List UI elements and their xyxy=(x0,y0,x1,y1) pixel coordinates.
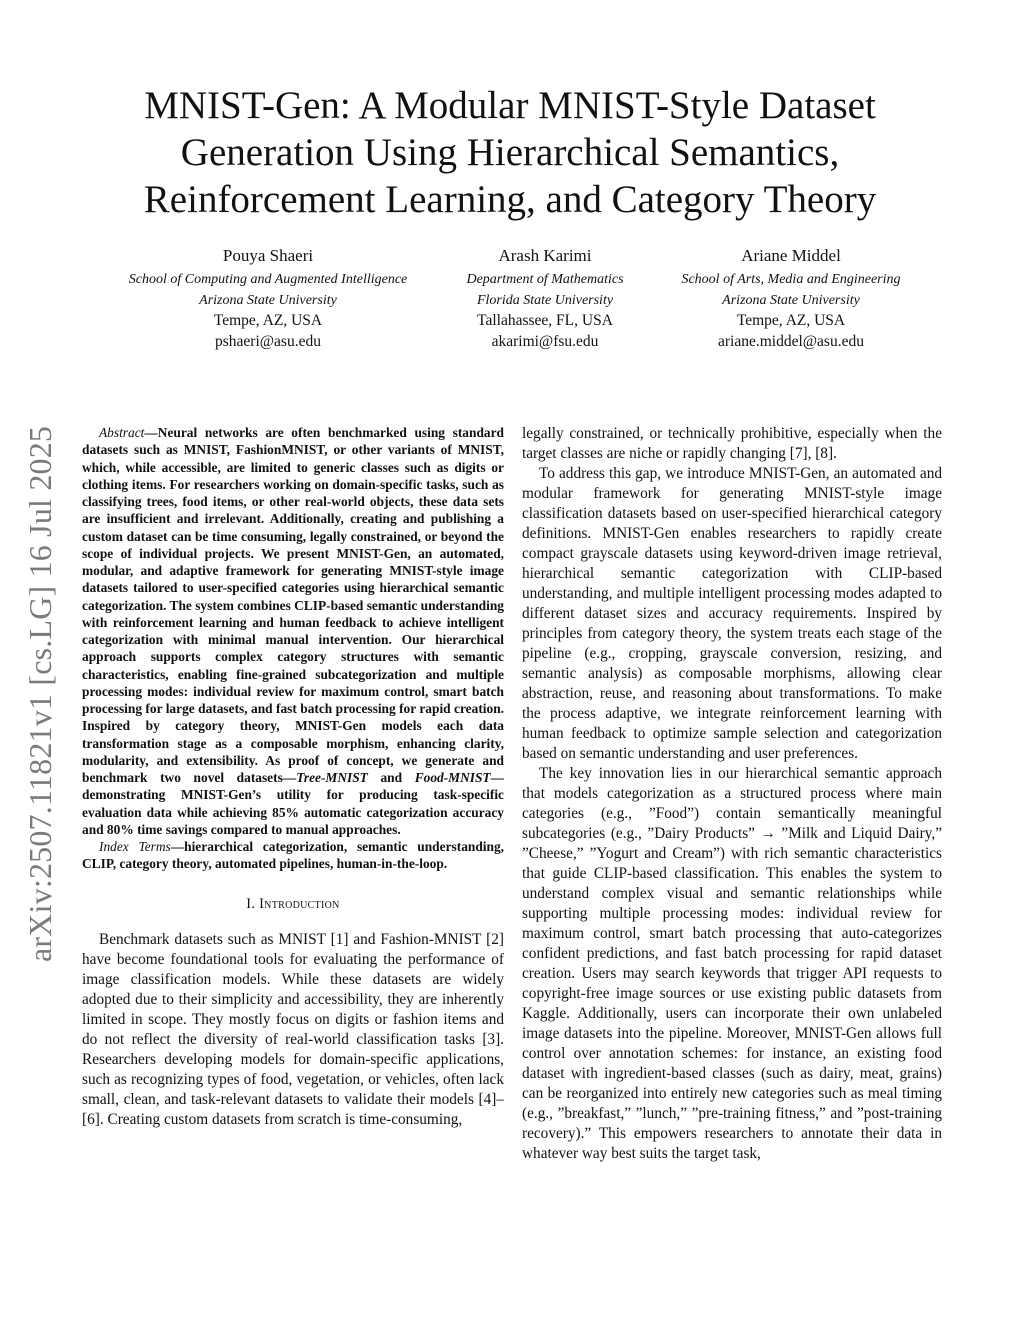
abstract-text: and xyxy=(367,770,415,785)
author-email[interactable]: pshaeri@asu.edu xyxy=(215,332,321,350)
right-column xyxy=(522,424,942,1164)
abstract-text: —Neural networks are often benchmarked using standard datasets such as MNIST, FashionMNIST, or other variants of MNIST, which, while accessible, are limited to generic classes such as digits or clothing items. For researchers working on domain-specific tasks, such as classifying trees, food items, or other real-world objects, these data sets are insufficient and irrelevant. Additionally, creating and publishing a custom dataset can be time consuming, legally constrained, or beyond the scope of individual projects. We present MNIST-Gen, an automated, modular, and adaptive framework for generating MNIST-style image datasets tailored to user-specified categories using hierarchical semantic categorization. The system combines CLIP-based semantic understanding with reinforcement learning and human feedback to achieve intelligent categorization with minimal manual intervention. Our hierarchical approach supports complex category structures with semantic characteristics, enabling fine-grained subcategorization and multiple processing modes: individual review for maximum control, smart batch processing for large datasets, and fast batch processing for rapid creation. Inspired by category theory, MNIST-Gen models each data transformation stage as a composable morphism, enhancing clarity, modularity, and extensibility. As proof of concept, we generate and benchmark two novel datasets— xyxy=(82,425,504,785)
arxiv-identifier-stamp: arXiv:2507.11821v1 [cs.LG] 16 Jul 2025 xyxy=(22,425,58,962)
abstract-text: —demonstrating MNIST-Gen’s utility for producing task-specific evaluation data while achieving 85% automatic categorization accuracy and 80% time savings compared to manual approaches. xyxy=(82,770,504,837)
section-number: I. xyxy=(246,895,256,912)
paper-title: MNIST-Gen: A Modular MNIST-Style Dataset Generation Using Hierarchical Semantics, Reinforcement Learning, and Category Theory xyxy=(143,84,877,221)
body-paragraph: Benchmark datasets such as MNIST [1] and Fashion-MNIST [2] have become foundational tools for evaluating the performance of image classification models. While these datasets are widely adopted due to their simplicity and accessibility, they are inherently limited in scope. They mostly focus on digits or fashion items and do not reflect the diversity of real-world classification tasks [3]. Researchers developing models for domain-specific applications, such as recognizing types of food, vegetation, or vehicles, often lack small, clean, and task-relevant datasets to validate their models [4]–[6]. Creating custom datasets from scratch is time-consuming, xyxy=(82,930,504,1128)
index-terms xyxy=(82,838,504,873)
author-location: Tempe, AZ, USA xyxy=(213,312,323,329)
author-email[interactable]: ariane.middel@asu.edu xyxy=(718,332,864,350)
section-heading xyxy=(82,894,504,914)
dataset-name-tree: Tree-MNIST xyxy=(296,770,368,785)
author-email[interactable]: akarimi@fsu.edu xyxy=(491,332,599,350)
body-paragraph: To address this gap, we introduce MNIST-Gen, an automated and modular framework for generating MNIST-style image classification datasets based on user-specified hierarchical category definitions. MNIST-Gen enables researchers to rapidly create compact grayscale datasets using keyword-driven image retrieval, hierarchical semantic categorization with CLIP-based understanding, and multiple intelligent processing modes adapted to different dataset sizes and accuracy requirements. Inspired by principles from category theory, the system treats each stage of the pipeline (e.g., cropping, grayscale conversion, resizing, and semantic analysis) as composable morphisms, allowing clear abstraction, reuse, and reasoning about transformations. To make the process adaptive, we integrate reinforcement learning with human feedback to optimize sample selection and categorization based on semantic understanding and user preferences. xyxy=(522,465,942,762)
dataset-name-food: Food-MNIST xyxy=(414,770,491,785)
author-name: Ariane Middel xyxy=(741,246,841,265)
index-terms-text: —hierarchical categorization, semantic understanding, CLIP, category theory, automated pipelines, human-in-the-loop. xyxy=(82,839,504,872)
body-paragraph: legally constrained, or technically prohibitive, especially when the target classes are niche or rapidly changing [7], [8]. xyxy=(522,425,942,462)
author-name: Arash Karimi xyxy=(498,246,592,265)
author-university: Florida State University xyxy=(476,292,614,308)
author-name: Pouya Shaeri xyxy=(222,246,314,265)
section-title: Introduction xyxy=(259,895,340,912)
author-department: Department of Mathematics xyxy=(466,272,624,287)
author-3 xyxy=(656,246,926,352)
abstract-label: Abstract xyxy=(99,425,145,440)
author-location: Tempe, AZ, USA xyxy=(736,312,846,329)
author-university: Arizona State University xyxy=(199,292,337,308)
abstract xyxy=(82,424,504,838)
index-terms-label: Index Terms xyxy=(99,839,171,854)
body-paragraph: The key innovation lies in our hierarchical semantic approach that models categorization as a structured process where main categories (e.g., ”Food”) contain semantically meaningful subcategories (e.g., ”Dairy Products” → ”Milk and Liquid Dairy,” ”Cheese,” ”Yogurt and Cream”) with rich semantic characteristics that guide CLIP-based classification. This enables the system to understand complex visual and semantic relationships while supporting multiple processing modes: individual review for maximum control, smart batch processing that auto-categorizes confident predictions, and fast batch processing for rapid dataset creation. Users may search keywords that trigger API requests to copyright-free image sources or use existing public datasets from Kaggle. Additionally, users can incorporate their own unlabeled image datasets into the pipeline. Moreover, MNIST-Gen allows full control over annotation schemes: for instance, an existing food dataset with ingredient-based classes (such as dairy, meat, grains) can be reorganized into entirely new categories such as meal timing (e.g., ”breakfast,” ”lunch,” ”pre-training fitness,” and ”post-training recovery).” This empowers researchers to annotate their data in whatever way best suits the target task, xyxy=(522,765,942,1162)
author-department: School of Arts, Media and Engineering xyxy=(681,272,901,287)
author-block xyxy=(100,246,930,366)
author-university: Arizona State University xyxy=(722,292,860,308)
author-location: Tallahassee, FL, USA xyxy=(477,312,613,329)
author-department: School of Computing and Augmented Intelligence xyxy=(128,272,408,287)
author-1 xyxy=(100,246,436,352)
left-column xyxy=(82,424,504,1130)
author-2 xyxy=(440,246,650,352)
